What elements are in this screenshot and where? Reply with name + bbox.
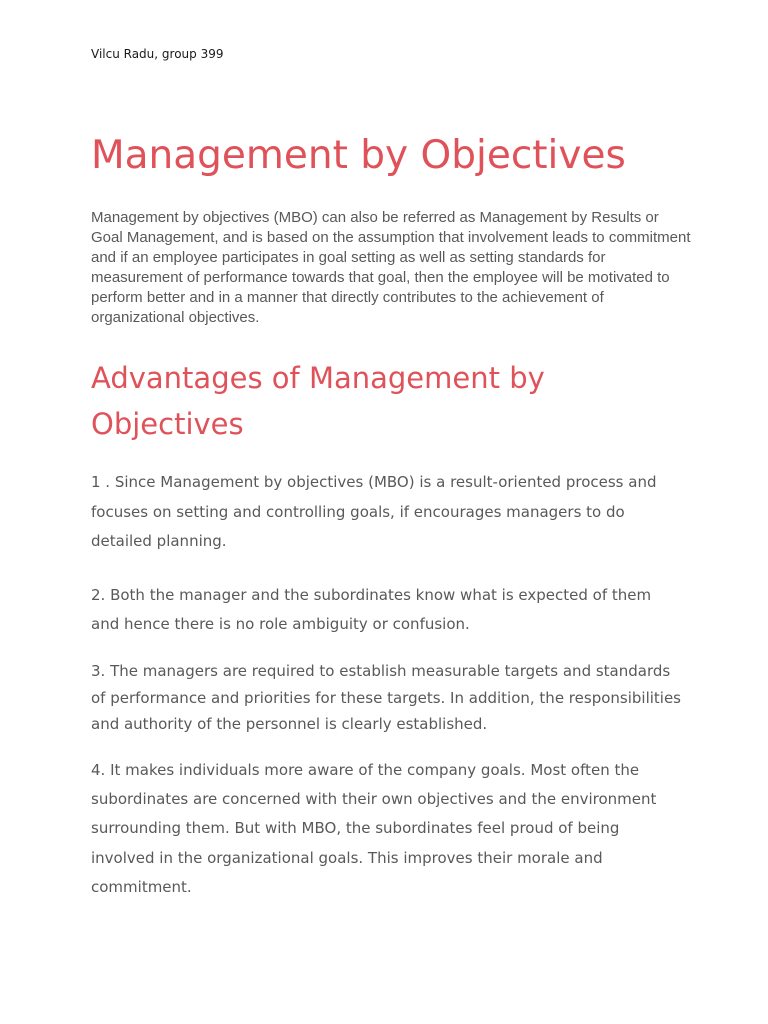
- advantage-item-4: 4. It makes individuals more aware of the company goals. Most often the subordinates are concerned with their own objectives and the environment surrounding them. But with MBO, the subordinates feel proud of being involved in the organizational goals. This improves their morale and commitment.: [91, 761, 657, 896]
- section-heading: Advantages of Management by Objectives: [91, 361, 545, 441]
- document-title: Management by Objectives: [91, 133, 626, 178]
- advantage-item-2: 2. Both the manager and the subordinates know what is expected of them and hence there is no role ambiguity or confusion.: [91, 586, 652, 633]
- advantage-item-3: 3. The managers are required to establish measurable targets and standards of performance and priorities for these targets. In addition, the responsibilities and authority of the personnel is clearly established.: [91, 662, 681, 733]
- author-line: Vilcu Radu, group 399: [91, 47, 224, 61]
- intro-paragraph: Management by objectives (MBO) can also be referred as Management by Results or Goal Management, and is based on the assumption that involvement leads to commitment and if an employee participates in goal setting as well as setting standards for measurement of performance towards that goal, then the employee will be motivated to perform better and in a manner that directly contributes to the achievement of organizational objectives.: [91, 209, 691, 326]
- advantage-item-1: 1 . Since Management by objectives (MBO) is a result-oriented process and focuses on setting and controlling goals, if encourages managers to do detailed planning.: [91, 473, 657, 550]
